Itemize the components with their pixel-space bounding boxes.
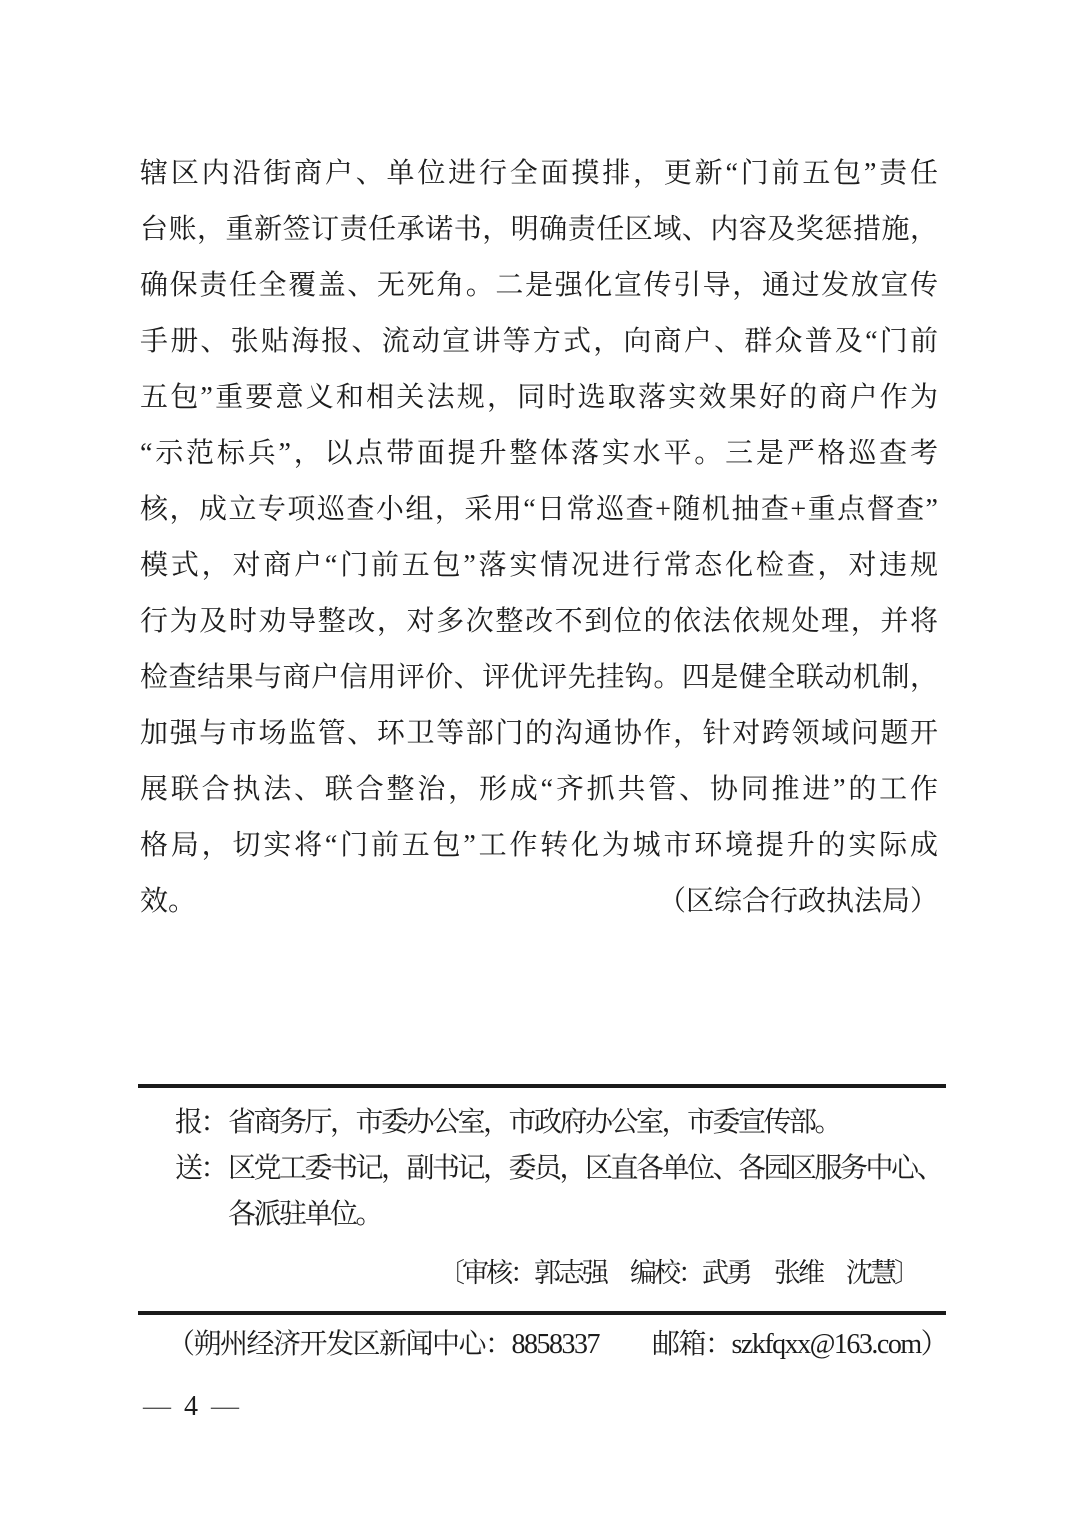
page-number: [143, 1392, 239, 1422]
send-continuation-line: [228, 1196, 381, 1234]
body-line: 确保责任全覆盖、无死角。二是强化宣传引导，通过发放宣传: [140, 270, 938, 301]
separator-rule-top: [138, 1084, 946, 1088]
body-line: 模式，对商户“门前五包”落实情况进行常态化检查，对违规: [140, 550, 938, 581]
send-continuation: 各派驻单位。: [228, 1199, 382, 1230]
body-line: 格局，切实将“门前五包”工作转化为城市环境提升的实际成: [140, 830, 938, 861]
closing-line: [140, 874, 938, 930]
body-line: 手册、张贴海报、流动宣讲等方式，向商户、群众普及“门前: [140, 326, 938, 357]
report-line: [175, 1104, 840, 1142]
send-content: 区党工委书记，副书记，委员，区直各单位、各园区服务中心、: [228, 1153, 943, 1184]
send-line: [175, 1150, 942, 1188]
page-number-right-dash: —: [211, 1391, 239, 1422]
body-line: 辖区内沿街商户、单位进行全面摸排，更新“门前五包”责任: [140, 158, 938, 189]
body-line: 展联合执法、联合整治，形成“齐抓共管、协同推进”的工作: [140, 774, 938, 805]
credits-line: 〔审核：郭志强 编校：武勇 张维 沈慧〕: [438, 1258, 918, 1288]
body-line: 加强与市场监管、环卫等部门的沟通协作，针对跨领域问题开: [140, 718, 938, 749]
body-line: 检查结果与商户信用评价、评优评先挂钩。四是健全联动机制，: [140, 662, 938, 693]
body-line: 行为及时劝导整改，对多次整改不到位的依法依规处理，并将: [140, 606, 938, 637]
report-content: 省商务厅，市委办公室，市政府办公室，市委宣传部。: [228, 1107, 841, 1138]
contact-footer: （朔州经济开发区新闻中心：8858337 邮箱：szkfqxx@163.com）: [167, 1329, 948, 1360]
body-line: 核，成立专项巡查小组，采用“日常巡查+随机抽查+重点督查”: [140, 494, 938, 525]
document-body: [140, 146, 938, 930]
page-number-value: 4: [184, 1391, 198, 1422]
body-line: 台账，重新签订责任承诺书，明确责任区域、内容及奖惩措施，: [140, 214, 938, 245]
page-number-left-dash: —: [143, 1391, 171, 1422]
body-line: “示范标兵”，以点带面提升整体落实水平。三是严格巡查考: [140, 438, 938, 469]
attribution-unit: （区综合行政执法局）: [657, 886, 938, 917]
send-label: 送：: [175, 1153, 227, 1184]
separator-rule-bottom: [138, 1311, 946, 1315]
body-line: 五包”重要意义和相关法规，同时选取落实效果好的商户作为: [140, 382, 938, 413]
report-label: 报：: [175, 1107, 227, 1138]
closing-text: 效。: [140, 886, 197, 917]
